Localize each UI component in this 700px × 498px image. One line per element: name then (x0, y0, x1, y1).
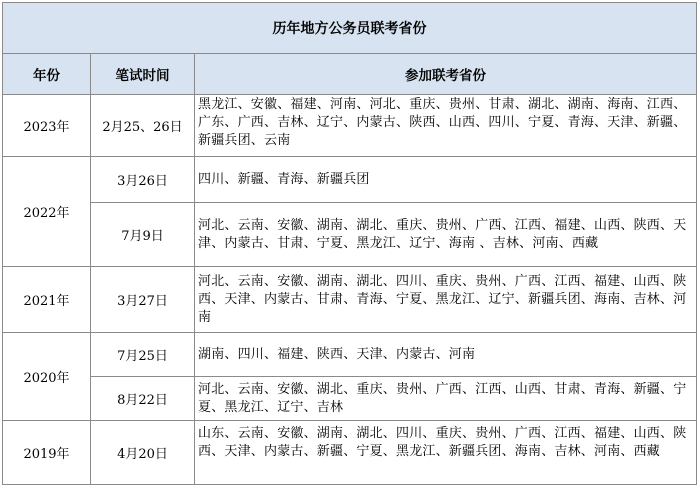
date-cell: 3月27日 (91, 267, 195, 333)
table-row (3, 203, 697, 267)
provinces-cell: 河北、云南、安徽、湖北、重庆、贵州、广西、江西、山西、甘肃、青海、新疆、宁夏、黑龙江、辽宁、吉林 (195, 377, 697, 421)
year-cell: 2022年 (3, 157, 91, 267)
header-provinces: 参加联考省份 (195, 54, 697, 95)
date-cell: 8月22日 (91, 377, 195, 421)
table-row (3, 267, 697, 333)
year-cell: 2021年 (3, 267, 91, 333)
provinces-cell: 湖南、四川、福建、陕西、天津、内蒙古、河南 (195, 333, 697, 377)
date-cell: 7月25日 (91, 333, 195, 377)
year-cell: 2020年 (3, 333, 91, 421)
header-year: 年份 (3, 54, 91, 95)
year-cell: 2023年 (3, 95, 91, 157)
table-row (3, 377, 697, 421)
provinces-cell: 河北、云南、安徽、湖南、湖北、四川、重庆、贵州、广西、江西、福建、山西、陕西、天津、内蒙古、甘肃、青海、宁夏、黑龙江、辽宁、新疆兵团、海南、吉林、河南 (195, 267, 697, 333)
provinces-cell: 四川、新疆、青海、新疆兵团 (195, 157, 697, 203)
header-date: 笔试时间 (91, 54, 195, 95)
date-cell: 2月25、26日 (91, 95, 195, 157)
provinces-cell: 山东、云南、安徽、湖南、湖北、四川、重庆、贵州、广西、江西、福建、山西、陕西、天津、内蒙古、新疆、宁夏、黑龙江、新疆兵团、海南、吉林、河南、西藏 (195, 421, 697, 485)
table-row (3, 421, 697, 485)
table-title: 历年地方公务员联考省份 (3, 3, 697, 54)
year-cell: 2019年 (3, 421, 91, 485)
date-cell: 3月26日 (91, 157, 195, 203)
table-row (3, 95, 697, 157)
table-row (3, 333, 697, 377)
provinces-cell: 河北、云南、安徽、湖南、湖北、重庆、贵州、广西、江西、福建、山西、陕西、天津、内蒙古、甘肃、宁夏、黑龙江、辽宁、海南 、吉林、河南、西藏 (195, 203, 697, 267)
date-cell: 7月9日 (91, 203, 195, 267)
exam-provinces-table (2, 2, 697, 485)
date-cell: 4月20日 (91, 421, 195, 485)
provinces-cell: 黑龙江、安徽、福建、河南、河北、重庆、贵州、甘肃、湖北、湖南、海南、江西、广东、广西、吉林、辽宁、内蒙古、陕西、山西、四川、宁夏、青海、天津、新疆、新疆兵团、云南 (195, 95, 697, 157)
table-row (3, 157, 697, 203)
